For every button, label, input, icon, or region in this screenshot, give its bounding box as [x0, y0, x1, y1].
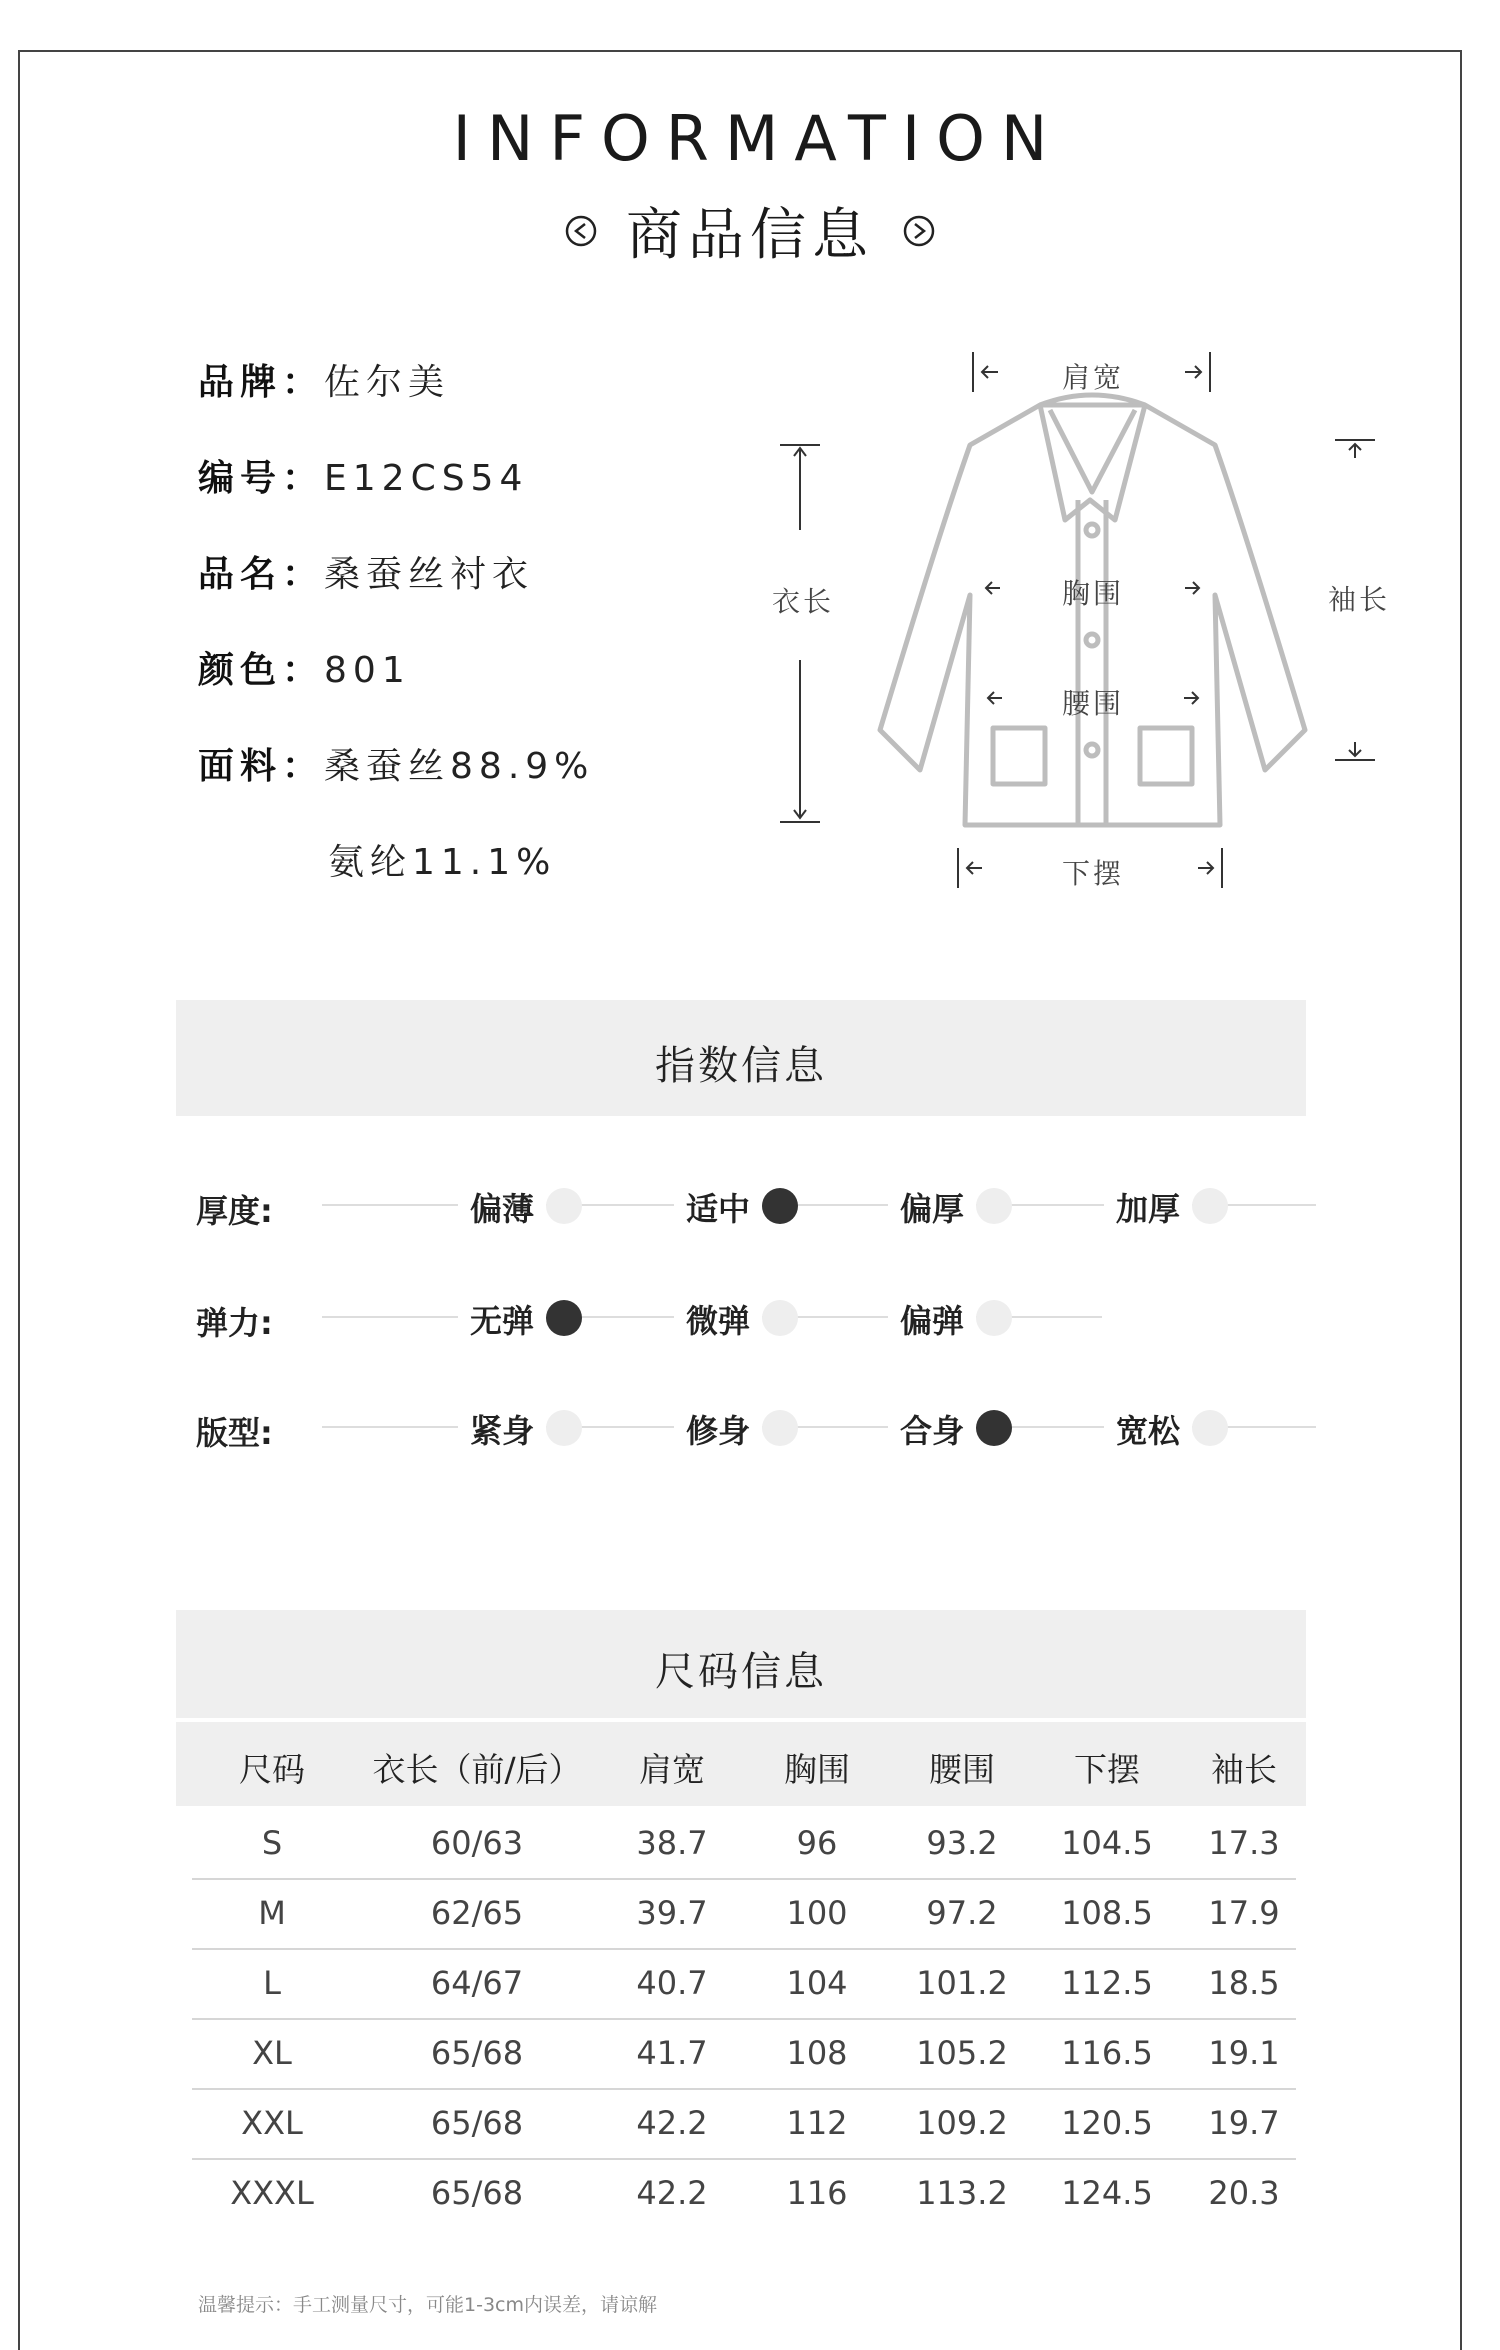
- index-option: 合身: [888, 1406, 976, 1452]
- index-option: 偏弹: [888, 1296, 976, 1342]
- size-cell: 104.5: [1061, 1824, 1153, 1862]
- size-row-xxl: [192, 2088, 1296, 2160]
- size-cell: 60/63: [430, 1824, 524, 1862]
- size-cell: 116.5: [1061, 2034, 1153, 2072]
- info-key: 品名：: [198, 554, 325, 595]
- size-cell: 42.2: [636, 2174, 708, 2212]
- index-dot-selected: [546, 1300, 582, 1336]
- size-row-xxxl: [192, 2158, 1296, 2228]
- info-value: 桑蚕丝衬衣: [324, 554, 535, 595]
- index-option: 适中: [674, 1184, 762, 1230]
- size-cell: 112.5: [1061, 1964, 1153, 2002]
- size-cell: 40.7: [636, 1964, 708, 2002]
- info-value: E12CS54: [324, 458, 529, 499]
- size-section-header: [176, 1610, 1306, 1718]
- index-dot: [1192, 1410, 1228, 1446]
- size-cell: 65/68: [430, 2174, 524, 2212]
- size-cell: 93.2: [926, 1824, 998, 1862]
- info-row-code: [198, 450, 528, 501]
- size-cell: 105.2: [916, 2034, 1008, 2072]
- header-cell: 尺码: [239, 1750, 305, 1789]
- size-cell: XL: [252, 2034, 292, 2072]
- index-option: 偏薄: [458, 1184, 546, 1230]
- info-value: 佐尔美: [324, 362, 451, 403]
- info-key: 颜色：: [198, 650, 325, 691]
- size-cell: 97.2: [926, 1894, 998, 1932]
- index-option: 无弹: [458, 1296, 546, 1342]
- size-row-xl: [192, 2018, 1296, 2090]
- size-cell: 41.7: [636, 2034, 708, 2072]
- size-cell: 101.2: [916, 1964, 1008, 2002]
- index-label: 厚度:: [196, 1192, 273, 1230]
- index-row-fit: [196, 1402, 1316, 1452]
- info-row-fabric: [198, 738, 594, 789]
- index-dot: [762, 1300, 798, 1336]
- index-dot: [762, 1410, 798, 1446]
- size-cell: 20.3: [1208, 2174, 1280, 2212]
- size-row-s: [192, 1808, 1296, 1880]
- index-option: 紧身: [458, 1406, 546, 1452]
- index-dot-selected: [976, 1410, 1012, 1446]
- size-cell: 112: [786, 2104, 848, 2142]
- size-cell: 116: [786, 2174, 848, 2212]
- title-chinese: 商品信息: [626, 203, 874, 268]
- size-row-l: [192, 1948, 1296, 2020]
- index-dot-selected: [762, 1188, 798, 1224]
- size-cell: 108: [786, 2034, 848, 2072]
- label-length: 衣长: [772, 585, 835, 618]
- size-section-title: 尺码信息: [655, 1649, 827, 1695]
- index-row-thickness: [196, 1180, 1316, 1230]
- title-english: INFORMATION: [452, 102, 1064, 175]
- index-dot: [976, 1300, 1012, 1336]
- info-value: 801: [324, 650, 411, 691]
- shirt-measurement-diagram: [760, 340, 1420, 920]
- info-key: 品牌：: [198, 362, 325, 403]
- size-cell: 19.1: [1208, 2034, 1280, 2072]
- label-shoulder: 肩宽: [1062, 361, 1125, 394]
- index-dot: [546, 1188, 582, 1224]
- info-row-fabric-2: [328, 834, 556, 885]
- info-key: 编号：: [198, 458, 325, 499]
- header-cell: 肩宽: [639, 1750, 705, 1789]
- size-cell: 65/68: [430, 2034, 524, 2072]
- size-cell: 120.5: [1061, 2104, 1153, 2142]
- size-cell: M: [258, 1894, 286, 1932]
- shirt-outline-icon: [760, 340, 1420, 920]
- info-value: 桑蚕丝88.9%: [324, 746, 595, 787]
- info-value: 氨纶11.1%: [328, 842, 557, 883]
- index-label: 版型:: [196, 1414, 273, 1452]
- size-cell: 109.2: [916, 2104, 1008, 2142]
- label-sleeve: 袖长: [1328, 583, 1391, 616]
- size-cell: 38.7: [636, 1824, 708, 1862]
- index-option: 宽松: [1104, 1406, 1192, 1452]
- index-option: 加厚: [1104, 1184, 1192, 1230]
- header-cell: 衣长（前/后）: [372, 1750, 582, 1789]
- size-cell: XXXL: [230, 2174, 314, 2212]
- info-row-brand: [198, 354, 450, 405]
- size-row-m: [192, 1878, 1296, 1950]
- info-key: 面料：: [198, 746, 325, 787]
- size-table-header: [176, 1722, 1306, 1806]
- label-hem: 下摆: [1062, 857, 1125, 890]
- size-cell: 18.5: [1208, 1964, 1280, 2002]
- size-cell: 96: [796, 1824, 838, 1862]
- index-option: 微弹: [674, 1296, 762, 1342]
- size-cell: 113.2: [916, 2174, 1008, 2212]
- size-cell: 17.3: [1208, 1824, 1280, 1862]
- label-chest: 胸围: [1062, 577, 1125, 610]
- index-row-elasticity: [196, 1292, 1316, 1342]
- index-section-header: [176, 1000, 1306, 1116]
- size-cell: 39.7: [636, 1894, 708, 1932]
- size-cell: 62/65: [430, 1894, 524, 1932]
- title-chinese-row: [0, 196, 1500, 266]
- header-cell: 下摆: [1074, 1750, 1140, 1789]
- info-row-color: [198, 642, 411, 693]
- header-cell: 腰围: [929, 1750, 995, 1789]
- circle-left-arrow-icon: [564, 214, 598, 248]
- index-dot: [546, 1410, 582, 1446]
- header-cell: 袖长: [1211, 1750, 1277, 1789]
- label-waist: 腰围: [1062, 687, 1125, 720]
- index-section-title: 指数信息: [655, 1043, 827, 1089]
- index-option: 偏厚: [888, 1184, 976, 1230]
- index-option: 修身: [674, 1406, 762, 1452]
- size-cell: 100: [786, 1894, 848, 1932]
- index-dot: [976, 1188, 1012, 1224]
- size-cell: S: [261, 1824, 283, 1862]
- size-cell: 17.9: [1208, 1894, 1280, 1932]
- header-cell: 胸围: [784, 1750, 850, 1789]
- measurement-note: 温馨提示：手工测量尺寸，可能1-3cm内误差，请谅解: [198, 2294, 657, 2316]
- size-cell: 64/67: [430, 1964, 524, 2002]
- size-cell: L: [263, 1964, 281, 2002]
- info-row-name: [198, 546, 534, 597]
- circle-right-arrow-icon: [902, 214, 936, 248]
- size-cell: 19.7: [1208, 2104, 1280, 2142]
- size-cell: 124.5: [1061, 2174, 1153, 2212]
- size-cell: 65/68: [430, 2104, 524, 2142]
- size-cell: 104: [786, 1964, 848, 2002]
- size-cell: XXL: [241, 2104, 303, 2142]
- size-cell: 42.2: [636, 2104, 708, 2142]
- index-label: 弹力:: [196, 1304, 273, 1342]
- index-dot: [1192, 1188, 1228, 1224]
- size-cell: 108.5: [1061, 1894, 1153, 1932]
